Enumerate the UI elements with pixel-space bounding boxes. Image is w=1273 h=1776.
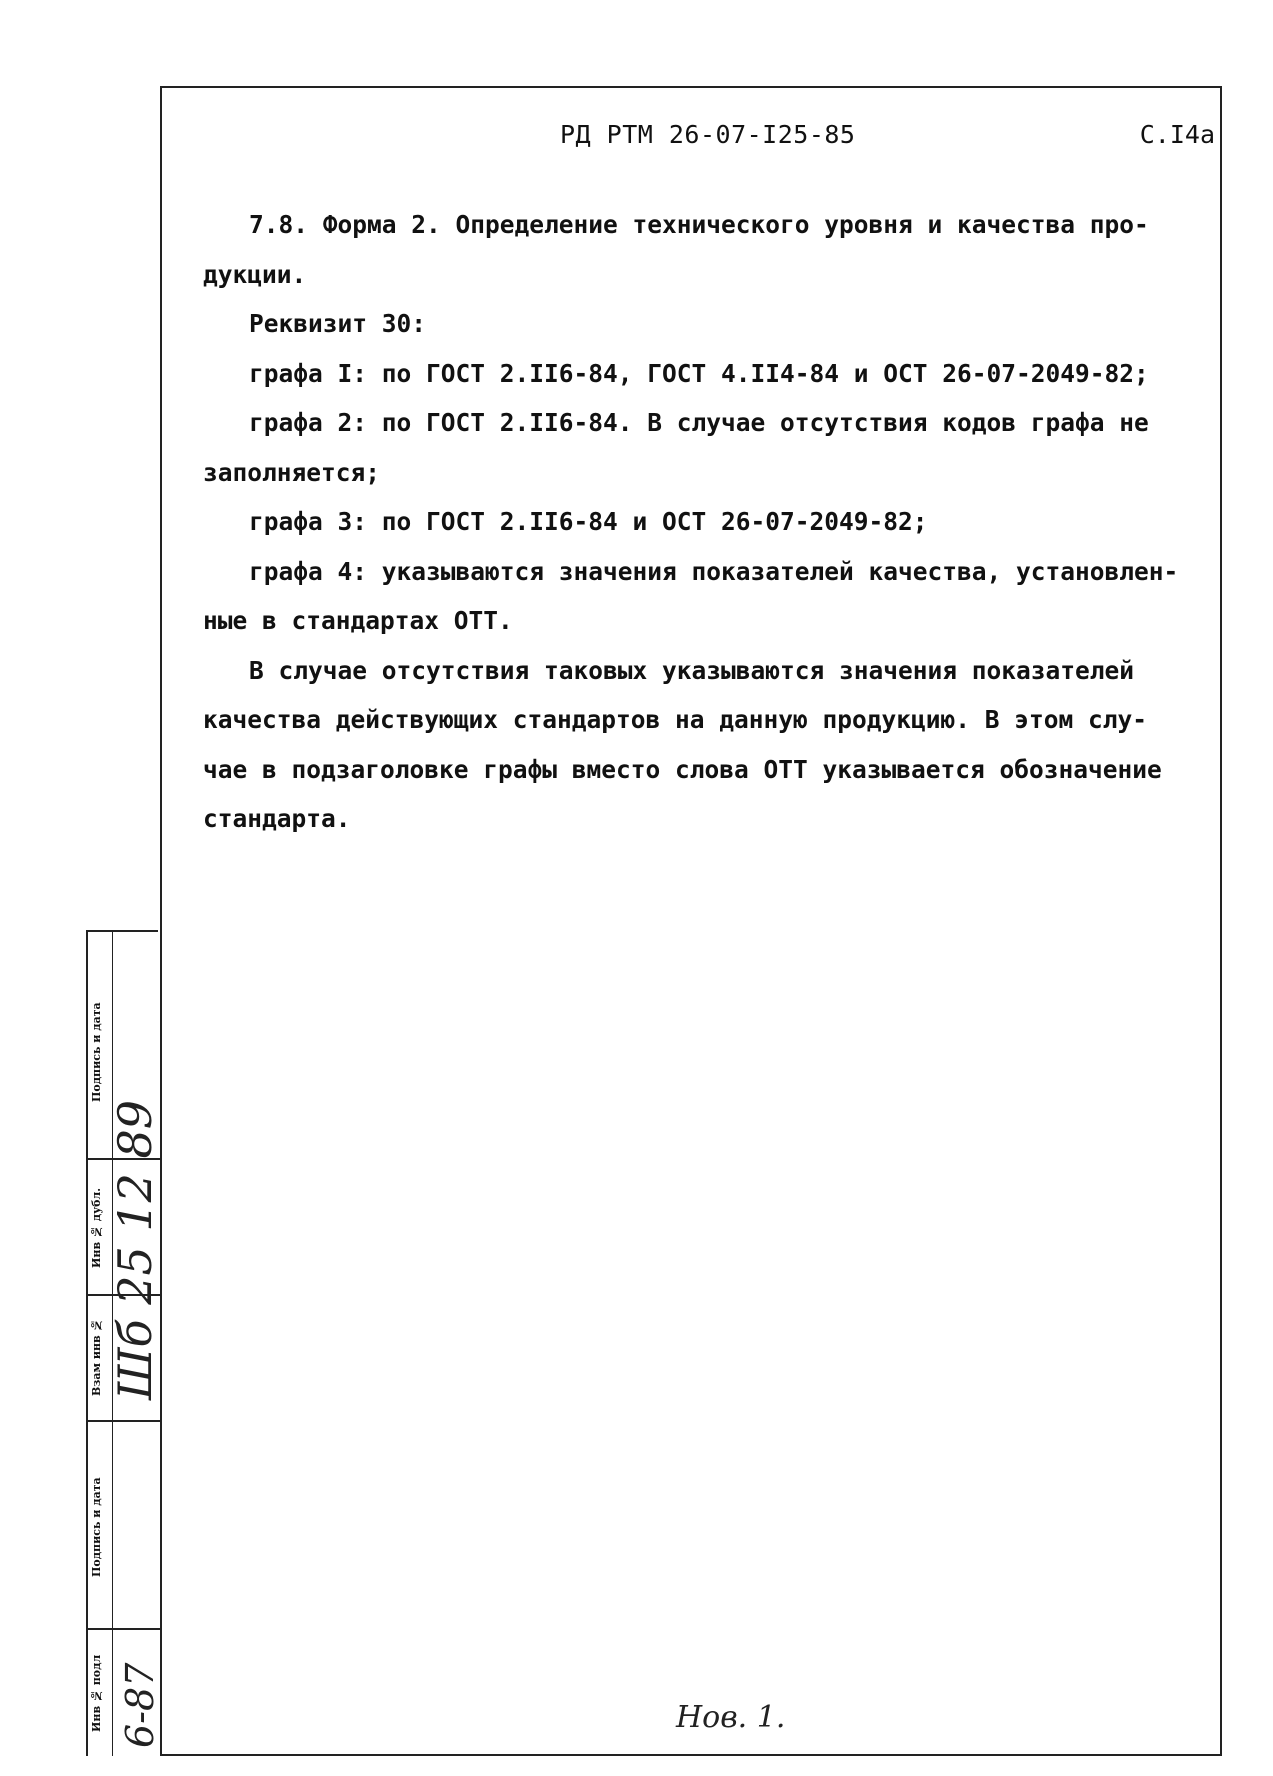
- paragraph-7-8: 7.8. Форма 2. Определение технического уровня и качества про-: [249, 210, 1149, 239]
- column-2-text-cont: заполняется;: [203, 457, 381, 487]
- column-4-text: графа 4: указываются значения показателей качества, установлен-: [249, 556, 1179, 586]
- stamp-label-sign-date-top: Подпись и дата: [90, 1002, 103, 1102]
- stamp-label-sign-date-bottom: Подпись и дата: [90, 1477, 103, 1577]
- note-paragraph-cont-2: чае в подзаголовке графы вместо слова ОТТ указывается обозначение: [203, 754, 1162, 784]
- column-1-text: графа I: по ГОСТ 2.II6-84, ГОСТ 4.II4-84 и ОСТ 26-07-2049-82;: [249, 358, 1149, 388]
- page-number: С.I4а: [1139, 120, 1215, 149]
- column-3-text: графа 3: по ГОСТ 2.II6-84 и ОСТ 26-07-2049-82;: [249, 507, 928, 536]
- stamp-divider: [88, 1420, 160, 1422]
- paragraph-7-8-cont: дукции.: [203, 259, 307, 289]
- footer-note: Нов. 1.: [676, 1700, 786, 1735]
- requisite-label: Реквизит 30:: [249, 309, 427, 338]
- handwritten-stamp-number: 6-87: [118, 1662, 162, 1748]
- stamp-label-dup: Инв № дубл.: [90, 1187, 103, 1269]
- stamp-divider: [88, 1628, 160, 1630]
- stamp-label-orig: Инв № подл: [90, 1654, 103, 1732]
- column-2-text: графа 2: по ГОСТ 2.II6-84. В случае отсутствия кодов графа не: [249, 408, 1149, 437]
- note-paragraph-cont-1: качества действующих стандартов на данную продукцию. В этом слу-: [203, 705, 1148, 734]
- handwritten-stamp-id: Шб 25 12 89: [108, 1099, 162, 1400]
- document-body: [203, 200, 1203, 844]
- note-paragraph: В случае отсутствия таковых указываются значения показателей: [249, 655, 1135, 685]
- note-paragraph-cont-3: стандарта.: [203, 804, 351, 833]
- column-4-text-cont: ные в стандартах ОТТ.: [203, 606, 513, 635]
- document-code: РД РТМ 26-07-I25-85: [560, 120, 856, 149]
- stamp-label-replace: Взам инв №: [90, 1318, 103, 1396]
